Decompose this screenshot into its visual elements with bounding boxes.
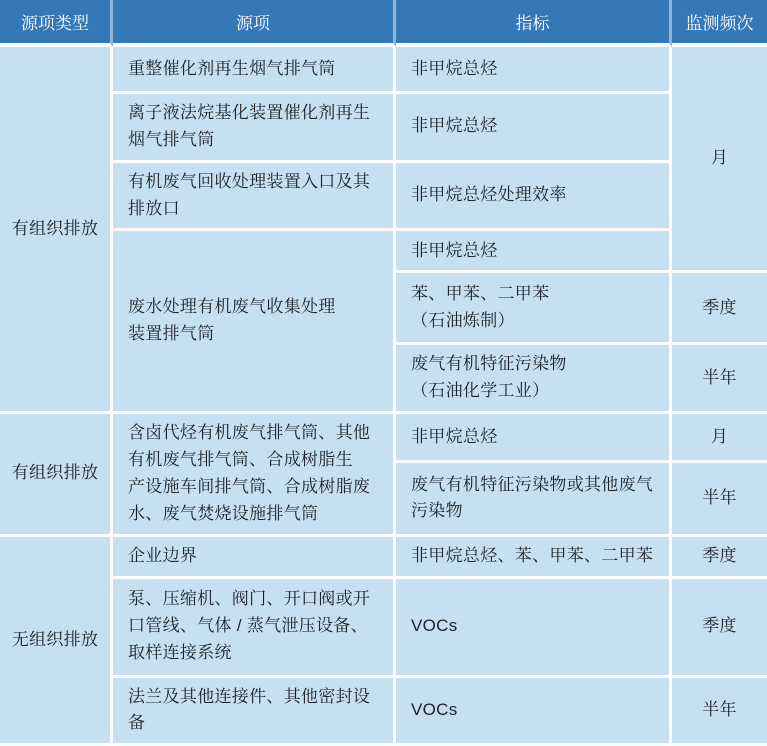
- table-row: [0, 414, 767, 463]
- indicator-cell: 非甲烷总烃: [396, 231, 672, 273]
- indicator-cell: 废气有机特征污染物或其他废气 污染物: [396, 463, 672, 536]
- column-header-indicator: 指标: [396, 0, 672, 47]
- indicator-cell: 苯、甲苯、二甲苯 （石油炼制）: [396, 273, 672, 345]
- table-row: [0, 231, 767, 273]
- indicator-cell: 非甲烷总烃: [396, 414, 672, 463]
- column-header-frequency: 监测频次: [672, 0, 767, 47]
- frequency-cell: 季度: [672, 579, 767, 678]
- indicator-cell: 非甲烷总烃处理效率: [396, 163, 672, 232]
- frequency-cell: 月: [672, 414, 767, 463]
- frequency-cell: 半年: [672, 678, 767, 746]
- indicator-cell: 非甲烷总烃: [396, 47, 672, 94]
- source-type-cell: 有组织排放: [0, 47, 113, 414]
- frequency-cell: 季度: [672, 273, 767, 345]
- indicator-cell: 非甲烷总烃、苯、甲苯、二甲苯: [396, 537, 672, 579]
- frequency-cell: 月: [672, 47, 767, 273]
- indicator-cell: VOCs: [396, 579, 672, 678]
- indicator-cell: 非甲烷总烃: [396, 94, 672, 163]
- frequency-cell: 半年: [672, 463, 767, 536]
- source-type-cell: 无组织排放: [0, 537, 113, 746]
- source-cell: 法兰及其他连接件、其他密封设 备: [113, 678, 396, 746]
- table-row: [0, 47, 767, 94]
- source-cell: 废水处理有机废气收集处理 装置排气筒: [113, 231, 396, 414]
- source-cell: 企业边界: [113, 537, 396, 579]
- source-cell: 泵、压缩机、阀门、开口阀或开 口管线、气体 / 蒸气泄压设备、 取样连接系统: [113, 579, 396, 678]
- source-cell: 离子液法烷基化装置催化剂再生 烟气排气筒: [113, 94, 396, 163]
- table-row: [0, 163, 767, 232]
- table-row: [0, 579, 767, 678]
- table-row: [0, 537, 767, 579]
- column-header-source-type: 源项类型: [0, 0, 113, 47]
- indicator-cell: 废气有机特征污染物 （石油化学工业）: [396, 345, 672, 414]
- table-row: [0, 94, 767, 163]
- table-row: [0, 678, 767, 746]
- column-header-source: 源项: [113, 0, 396, 47]
- source-cell: 重整催化剂再生烟气排气筒: [113, 47, 396, 94]
- frequency-cell: 季度: [672, 537, 767, 579]
- header-row: [0, 0, 767, 47]
- indicator-cell: VOCs: [396, 678, 672, 746]
- source-type-cell: 有组织排放: [0, 414, 113, 536]
- frequency-cell: 半年: [672, 345, 767, 414]
- source-cell: 有机废气回收处理装置入口及其 排放口: [113, 163, 396, 232]
- source-cell: 含卤代烃有机废气排气筒、其他 有机废气排气筒、合成树脂生 产设施车间排气筒、合成树脂废 水、废气焚烧设施排气筒: [113, 414, 396, 536]
